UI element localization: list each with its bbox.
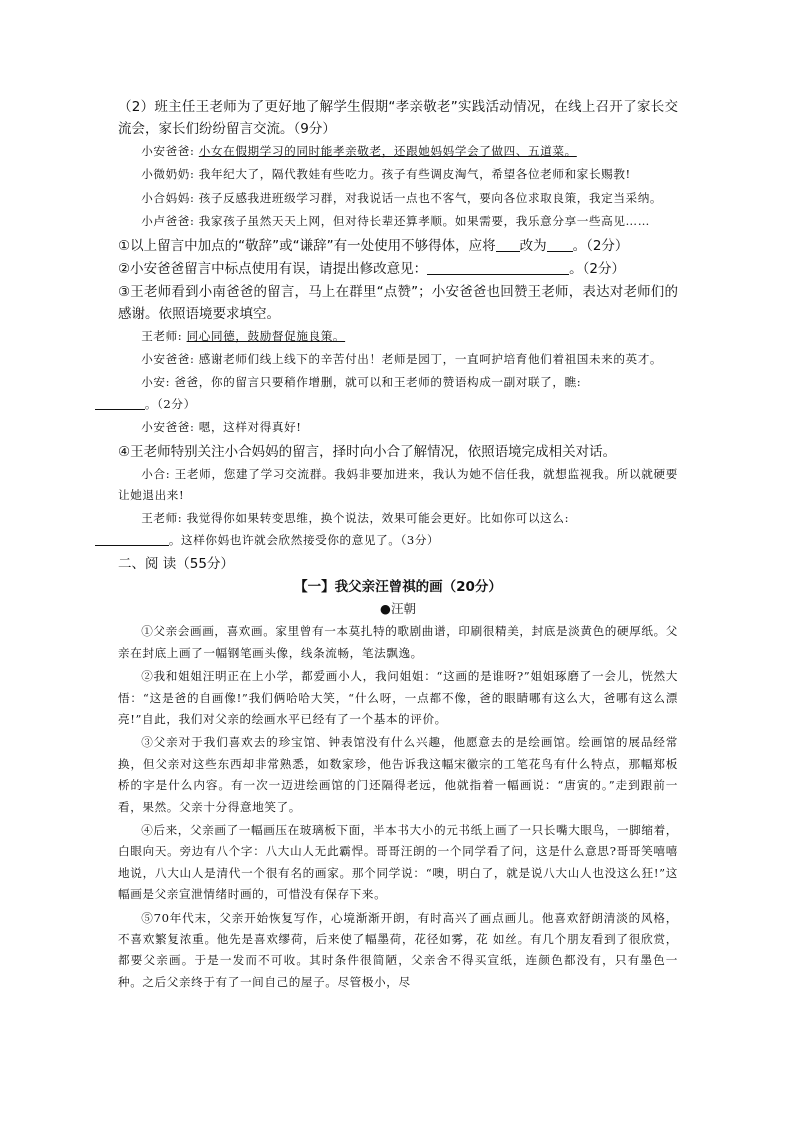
subquestion-2: ②小安爸爸留言中标点使用有误，请提出修改意见： 。（2分） (118, 260, 625, 277)
message-xiaoan-dad (118, 141, 678, 162)
xiaoan-reply: 小安: 爸爸，你的留言只要稍作增删，就可以和王老师的赞语构成一副对联了，瞧: 。（2分） (118, 372, 678, 415)
message-underlined-text: 小女在假期学习的同时能孝亲敬老，还跟她妈妈学会了做四、五道菜。 (198, 144, 577, 158)
answer-blank[interactable] (496, 237, 520, 252)
message-xiaowei-grandma: 小微奶奶: 我年纪大了，隔代教娃有些吃力。孩子有些调皮淘气，希望各位老师和家长赐教! (141, 167, 631, 182)
section-heading: 二、阅 读（55分） (118, 556, 234, 573)
message-xiaohe-mom: 小合妈妈: 孩子反感我进班级学习群，对我说话一点也不客气，要向各位求取良策，我定当采纳。 (141, 190, 663, 205)
subquestion-3: ③王老师看到小南爸爸的留言，马上在群里“点赞”；小安爸爸也回赞王老师，表达对老师们的感谢。依照语境要求填空。 (118, 283, 678, 322)
answer-blank[interactable] (547, 237, 573, 252)
answer-blank[interactable] (95, 395, 145, 410)
teacher-message: 王老师: 同心同德，鼓励督促施良策。 (141, 328, 346, 343)
dad-final-reply: 小安爸爸: 嗯，这样对得真好! (141, 420, 302, 435)
question-2-intro: （2）班主任王老师为了更好地了解学生假期“孝亲敬老”实践活动情况，在线上召开了家长交流会，家长们纷纷留言交流。（9分） (118, 99, 678, 137)
message-xiaolu-dad: 小卢爸爸: 我家孩子虽然天天上网，但对待长辈还算孝顺。如果需要，我乐意分享一些高见…… (141, 214, 650, 229)
dad-reply: 小安爸爸: 感谢老师们线上线下的辛苦付出！老师是园丁，一直呵护培育他们着祖国未来的英才。 (141, 352, 663, 367)
article-paragraph: ④后来，父亲画了一幅画压在玻璃板下面，半本书大小的元书纸上画了一只长嘴大眼鸟，一脚缩着，白眼向天。旁边有八个字：八大山人无此霸悍。哥哥汪朗的一个同学看了问，这是什么意思?哥哥笑嘻嘻地说，八大山人是清代一个很有名的画家。那个同学说：“噢，明白了，就是说八大山人也没这么狂!”这幅画是父亲宣泄情绪时画的，可惜没有保存下来。 (118, 822, 678, 902)
article-title: 【一】我父亲汪曾祺的画（20分） (294, 579, 502, 596)
subquestion-1: ①以上留言中加点的“敬辞”或“谦辞”有一处使用不够得体，应将 改为 。（2分） (118, 237, 629, 254)
article-paragraph: ⑤70年代末，父亲开始恢复写作，心境渐渐开朗，有时高兴了画点画儿。他喜欢舒朗清淡的风格，不喜欢繁复浓重。他先是喜欢缪荷，后来使了幅墨荷，花径如雾，花 如丝。有几个朋友看到了很欣赏，都要父亲画。于是一发而不可收。其时条件很简陋，父亲舍不得买宣纸，连颜色都没有，只有墨色一种。之后父亲终于有了一间自己的屋子。尽管极小，尽 (118, 910, 678, 989)
teacher-underlined-text: 同心同德，鼓励督促施良策。 (186, 328, 346, 343)
article-paragraph: ③父亲对于我们喜欢去的珍宝馆、钟表馆没有什么兴趣，他愿意去的是绘画馆。绘画馆的展品经常换，但父亲对这些东西却非常熟悉，如数家珍，他告诉我这幅宋徽宗的工笔花鸟有什么特点，那幅郑板桥的字是什么内容。有一次一迈进绘画馆的门还隔得老远，他就指着一幅画说：“唐寅的。”走到跟前一看，果然。父亲十分得意地笑了。 (118, 735, 678, 814)
subquestion-4: ④王老师特别关注小合妈妈的留言，择时向小合了解情况，依照语境完成相关对话。 (118, 443, 617, 460)
article-paragraph: ②我和姐姐汪明正在上小学，都爱画小人，我问姐姐：“这画的是谁呀?”姐姐琢磨了一会儿，恍然大悟：“这是爸的自画像!”我们俩哈哈大笑，“什么呀，一点都不像，爸的眼睛哪有这么大，爸哪有这么漂亮!”自此，我们对父亲的绘画水平已经有了一个基本的评价。 (118, 669, 678, 726)
article-paragraph: ①父亲会画画，喜欢画。家里曾有一本莫扎特的歌剧曲谱，印刷很精美，封底是淡黄色的硬厚纸。父亲在封底上画了一幅钢笔画头像，线条流畅，笔法飘逸。 (118, 624, 678, 660)
xiaohe-dialogue: 小合: 王老师，您建了学习交流群。我妈非要加进来，我认为她不信任我，就想监视我。所以就硬要让她退出来! (118, 466, 678, 503)
exam-page (118, 96, 678, 995)
answer-blank[interactable] (427, 260, 569, 275)
teacher-dialogue: 王老师: 我觉得你如果转变思维，换个说法，效果可能会更好。比如你可以这么: 。这样你妈也许就会欣然接受你的意见了。（3分） (118, 508, 678, 551)
article-author: ●汪朝 (380, 601, 416, 617)
answer-blank[interactable] (95, 531, 169, 546)
message-speaker: 小安爸爸: (141, 144, 195, 158)
